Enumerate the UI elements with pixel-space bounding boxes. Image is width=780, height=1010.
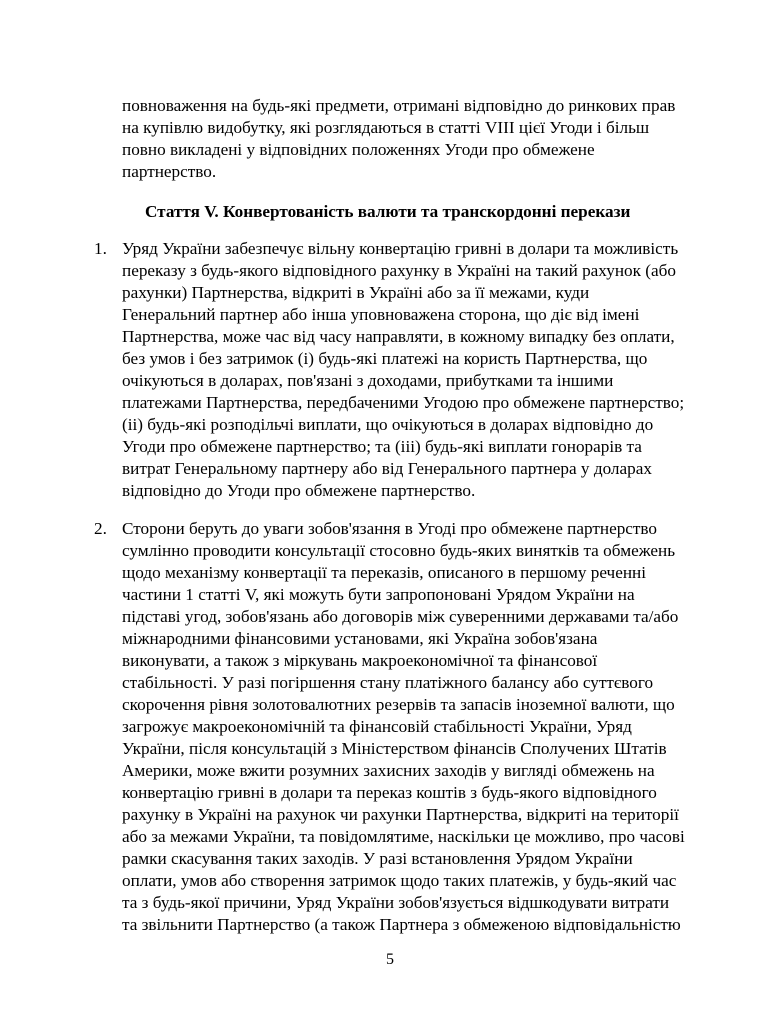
list-item-line: міжнародними фінансовими установами, які Україна зобов'язана — [122, 629, 598, 648]
list-item-line: або за межами України, та повідомлятиме, наскільки це можливо, про часові — [122, 827, 685, 846]
list-item-line: скорочення рівня золотовалютних резервів та запасів іноземної валюти, що — [122, 695, 675, 714]
list-item-line: (іі) будь-які розподільчі виплати, що очікуються в доларах відповідно до — [122, 415, 654, 434]
list-item-line: витрат Генеральному партнеру або від Генерального партнера у доларах — [122, 459, 652, 478]
intro-line: повноваження на будь-які предмети, отримані відповідно до ринкових прав — [122, 96, 676, 115]
list-item-line: без умов і без затримок (і) будь-які платежі на користь Партнерства, що — [122, 349, 648, 368]
list-item-line: України, після консультацій з Міністерством фінансів Сполучених Штатів — [122, 739, 667, 758]
article-heading: Стаття V. Конвертованість валюти та транскордонні перекази — [145, 202, 631, 221]
list-item-line: виконувати, а також з міркувань макроекономічної та фінансової — [122, 651, 598, 670]
list-item-line: щодо механізму конвертації та переказів, описаного в першому реченні — [122, 563, 646, 582]
list-item-line: переказу з будь-якого відповідного рахунку в Україні на такий рахунок (або — [122, 261, 676, 280]
page-number: 5 — [386, 951, 394, 968]
intro-line: повно викладені у відповідних положеннях Угоди про обмежене — [122, 140, 595, 159]
list-item-line: Партнерства, може час від часу направляти, в кожному випадку без оплати, — [122, 327, 675, 346]
list-item-line: підставі угод, зобов'язань або договорів між суверенними державами та/або — [122, 607, 679, 626]
list-item-line: платежами Партнерства, передбаченими Угодою про обмежене партнерство; — [122, 393, 685, 412]
list-item-marker: 2. — [94, 519, 107, 538]
list-item-line: конвертацію гривні в долари та переказ коштів з будь-якого відповідного — [122, 783, 657, 802]
list-item-line: рамки скасування таких заходів. У разі встановлення Урядом України — [122, 849, 633, 868]
intro-line: партнерство. — [122, 162, 217, 181]
list-item-line: очікуються в доларах, пов'язані з доходами, прибутками та іншими — [122, 371, 614, 390]
list-item-line: оплати, умов або створення затримок щодо таких платежів, у будь-який час — [122, 871, 677, 890]
list-item-line: Америки, може вжити розумних захисних заходів у вигляді обмежень на — [122, 761, 655, 780]
list-item-line: сумлінно проводити консультації стосовно будь-яких винятків та обмежень — [122, 541, 676, 560]
list-item-line: та з будь-якої причини, Уряд України зобов'язується відшкодувати витрати — [122, 893, 670, 912]
list-item-line: та звільнити Партнерство (а також Партнера з обмеженою відповідальністю — [122, 915, 681, 934]
intro-line: на купівлю видобутку, які розглядаються в статті VIII цієї Угоди і більш — [122, 118, 650, 137]
list-item-line: Генеральний партнер або інша уповноважена сторона, що діє від імені — [122, 305, 640, 324]
list-item-line: загрожує макроекономічній та фінансовій стабільності України, Уряд — [122, 717, 632, 736]
list-item-line: рахунки) Партнерства, відкриті в Україні або за її межами, куди — [122, 283, 590, 302]
list-item-marker: 1. — [94, 239, 107, 258]
list-item-line: Угоди про обмежене партнерство; та (ііі) будь-які виплати гонорарів та — [122, 437, 642, 456]
list-item-line: Сторони беруть до уваги зобов'язання в Угоді про обмежене партнерство — [122, 519, 658, 538]
list-item-line: стабільності. У разі погіршення стану платіжного балансу або суттєвого — [122, 673, 654, 692]
list-item-line: Уряд України забезпечує вільну конвертацію гривні в долари та можливість — [122, 239, 679, 258]
list-item-line: частини 1 статті V, які можуть бути запропоновані Урядом України на — [122, 585, 635, 604]
list-item-line: відповідно до Угоди про обмежене партнерство. — [122, 481, 476, 500]
list-item-line: рахунку в Україні на рахунок чи рахунки Партнерства, відкриті на території — [122, 805, 679, 824]
